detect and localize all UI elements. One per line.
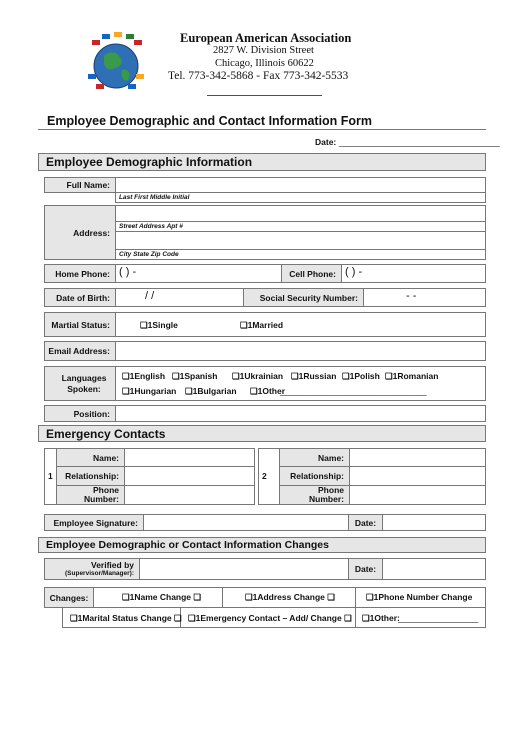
other-change-line[interactable]: _________________: [398, 613, 479, 623]
name-change-checkbox[interactable]: ❏1Name Change ❏: [122, 592, 202, 602]
position-field[interactable]: [115, 405, 486, 422]
contact-1-name-label: Name:: [56, 448, 125, 467]
contact-2-relationship-field[interactable]: [349, 466, 486, 486]
contact-2-number: 2: [262, 471, 267, 481]
email-field[interactable]: [115, 341, 486, 361]
verified-by-label: [44, 558, 140, 580]
full-name-hint: Last First Middle Initial: [119, 194, 190, 201]
full-name-label: Full Name:: [44, 177, 116, 193]
street-address-field[interactable]: [115, 205, 486, 222]
marital-status-label: Martial Status:: [44, 312, 116, 337]
verified-by-text: Verified by: [91, 560, 134, 570]
cell-phone-field[interactable]: [341, 264, 486, 283]
signature-label: Employee Signature:: [44, 514, 144, 531]
lang-ukrainian-checkbox[interactable]: ❏1Ukrainian: [232, 371, 284, 381]
signature-date-label: Date:: [348, 514, 383, 531]
other-change-checkbox[interactable]: ❏1Other:: [362, 613, 400, 623]
verified-by-sub: (Supervisor/Manager):: [65, 570, 134, 577]
verified-date-field[interactable]: [382, 558, 486, 580]
lang-english-checkbox[interactable]: ❏1English: [122, 371, 166, 381]
logo: [70, 22, 162, 108]
dob-label: Date of Birth:: [44, 288, 116, 307]
lang-bulgarian-checkbox[interactable]: ❏1Bulgarian: [185, 386, 237, 396]
changes-section-heading: Employee Demographic or Contact Information Changes: [38, 537, 486, 553]
form-date-field[interactable]: __________________________________: [339, 137, 500, 147]
ssn-label: Social Security Number:: [243, 288, 364, 307]
contact-1-relationship-field[interactable]: [124, 466, 255, 486]
form-title: Employee Demographic and Contact Information Form: [47, 114, 373, 128]
org-name: European American Association: [180, 31, 352, 45]
lang-other-checkbox[interactable]: ❏1Other: [250, 386, 286, 396]
cell-phone-pattern: ( ) -: [345, 266, 363, 278]
contact-2-phone-label: [279, 485, 350, 505]
contact-1-phone-label-text: Phone Number:: [84, 484, 119, 504]
verified-by-field[interactable]: [139, 558, 349, 580]
org-phone: Tel. 773-342-5868 - Fax 773-342-5533: [168, 70, 349, 82]
home-phone-pattern: ( ) -: [119, 266, 137, 278]
changes-divider-2b: [355, 607, 356, 628]
city-state-zip-field[interactable]: [115, 231, 486, 250]
phone-change-checkbox[interactable]: ❏1Phone Number Change: [366, 592, 473, 602]
cell-phone-label: Cell Phone:: [281, 264, 342, 283]
contact-1-phone-label: [56, 485, 125, 505]
emergency-section-heading: Emergency Contacts: [38, 425, 486, 442]
title-rule: [38, 129, 486, 130]
contact-2-phone-label-text: Phone Number:: [309, 484, 344, 504]
dob-pattern: / /: [145, 290, 155, 302]
street-hint: Street Address Apt #: [119, 223, 183, 230]
languages-label-text: Languages Spoken:: [61, 372, 107, 394]
verified-date-label: Date:: [348, 558, 383, 580]
lang-hungarian-checkbox[interactable]: ❏1Hungarian: [122, 386, 177, 396]
contact-2-name-label: Name:: [279, 448, 350, 467]
married-checkbox[interactable]: ❏1Married: [240, 320, 284, 330]
lang-other-line[interactable]: _______________________________: [280, 386, 427, 396]
address-label: Address:: [44, 205, 116, 260]
form-date-label: Date:: [315, 137, 337, 147]
contact-1-phone-field[interactable]: [124, 485, 255, 505]
lang-romanian-checkbox[interactable]: ❏1Romanian: [385, 371, 439, 381]
org-street: 2827 W. Division Street: [213, 45, 314, 56]
emergency-change-checkbox[interactable]: ❏1Emergency Contact – Add/ Change ❏: [188, 613, 352, 623]
contact-1-name-field[interactable]: [124, 448, 255, 467]
signature-field[interactable]: [143, 514, 349, 531]
org-city: Chicago, Illinois 60622: [215, 58, 314, 69]
dob-field[interactable]: [115, 288, 244, 307]
changes-divider-1b: [355, 587, 356, 608]
lang-spanish-checkbox[interactable]: ❏1Spanish: [172, 371, 218, 381]
address-change-checkbox[interactable]: ❏1Address Change ❏: [245, 592, 335, 602]
lang-russian-checkbox[interactable]: ❏1Russian: [291, 371, 337, 381]
contact-2-phone-field[interactable]: [349, 485, 486, 505]
single-checkbox[interactable]: ❏1Single: [140, 320, 178, 330]
contact-2-relationship-label: Relationship:: [279, 466, 350, 486]
city-hint: City State Zip Code: [119, 251, 179, 258]
ssn-field[interactable]: [363, 288, 486, 307]
contact-1-number: 1: [48, 471, 53, 481]
letterhead-link-line: [207, 95, 322, 96]
contact-1-relationship-label: Relationship:: [56, 466, 125, 486]
email-label: Email Address:: [44, 341, 116, 361]
signature-date-field[interactable]: [382, 514, 486, 531]
languages-label: [44, 366, 116, 401]
contact-2-name-field[interactable]: [349, 448, 486, 467]
home-phone-label: Home Phone:: [44, 264, 116, 283]
full-name-field[interactable]: [115, 177, 486, 193]
position-label: Position:: [44, 405, 116, 422]
lang-polish-checkbox[interactable]: ❏1Polish: [342, 371, 380, 381]
changes-divider-1a: [222, 587, 223, 608]
marital-change-checkbox[interactable]: ❏1Marital Status Change ❏: [70, 613, 182, 623]
ssn-pattern: - -: [406, 290, 417, 302]
changes-label: Changes:: [44, 587, 94, 608]
home-phone-field[interactable]: [115, 264, 282, 283]
demographic-section-heading: Employee Demographic Information: [38, 153, 486, 171]
